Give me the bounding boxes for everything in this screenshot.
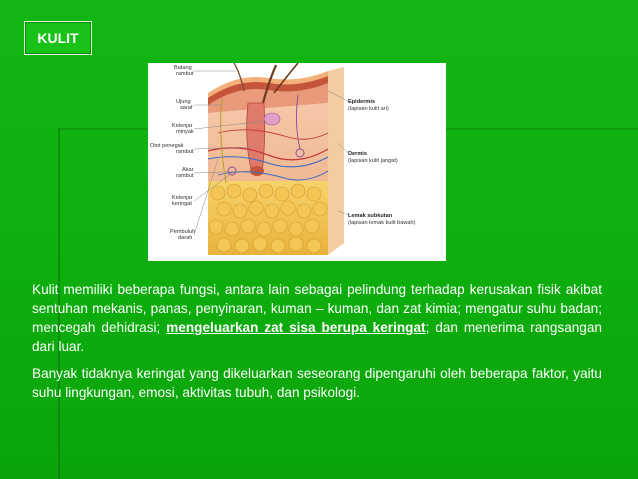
highlight-keringat: mengeluarkan zat sisa berupa keringat — [166, 320, 426, 335]
label-kelenjar-keringat-2: keringat — [172, 201, 192, 207]
paragraph-functions — [32, 280, 602, 356]
label-kelenjar-minyak-2: minyak — [176, 129, 194, 135]
skin-block — [208, 63, 344, 255]
label-pembuluh-darah-1: Pembuluh — [170, 229, 196, 235]
label-batang-rambut-1: Batang — [174, 65, 192, 71]
label-pembuluh-darah-2: darah — [178, 235, 193, 241]
label-ujung-saraf-1: Ujung — [176, 99, 191, 105]
body-text — [32, 280, 602, 410]
left-labels — [150, 65, 195, 241]
label-kelenjar-minyak-1: Kelenjar — [172, 123, 193, 129]
label-batang-rambut-2: rambut — [176, 71, 194, 77]
label-dermis-sub: (lapisan kulit jangat) — [348, 158, 398, 164]
label-epidermis: Epidermis — [348, 99, 376, 105]
label-kelenjar-keringat-1: Kelenjar — [172, 195, 193, 201]
label-otot-penegak-1: Otot penegak — [150, 143, 184, 149]
paragraph-factors: Banyak tidaknya keringat yang dikeluarkan seseorang dipengaruhi oleh beberapa faktor, yaitu suhu lingkungan, emosi, aktivitas tubuh, dan psikologi. — [32, 366, 602, 400]
label-otot-penegak-2: rambut — [176, 149, 194, 155]
paragraph-functions-text-before: Kulit memiliki beberapa fungsi, antara lain sebagai pelindung terhadap kerusakan fisik akibat sentuhan mekanis, panas, penyinaran, kuman – kuman, dan zat kimia; mengatur suhu badan; mencegah dehidrasi; — [32, 282, 602, 335]
skin-diagram — [148, 63, 446, 261]
label-subcutan-sub: (lapisan lemak kulit bawah) — [348, 220, 416, 226]
right-labels — [348, 99, 416, 226]
label-epidermis-sub: (lapisan kulit ari) — [348, 106, 389, 112]
label-ujung-saraf-2: saraf — [180, 105, 193, 111]
slide-title: KULIT — [24, 21, 92, 55]
paragraph-functions-text-after: ; dan menerima rangsangan dari luar. — [32, 320, 602, 354]
skin-diagram-svg — [148, 63, 446, 261]
label-akar-rambut-1: Akar — [182, 167, 194, 173]
label-subcutan: Lemak subkutan — [348, 213, 393, 219]
label-akar-rambut-2: rambut — [176, 173, 194, 179]
label-dermis: Dermis — [348, 151, 367, 157]
